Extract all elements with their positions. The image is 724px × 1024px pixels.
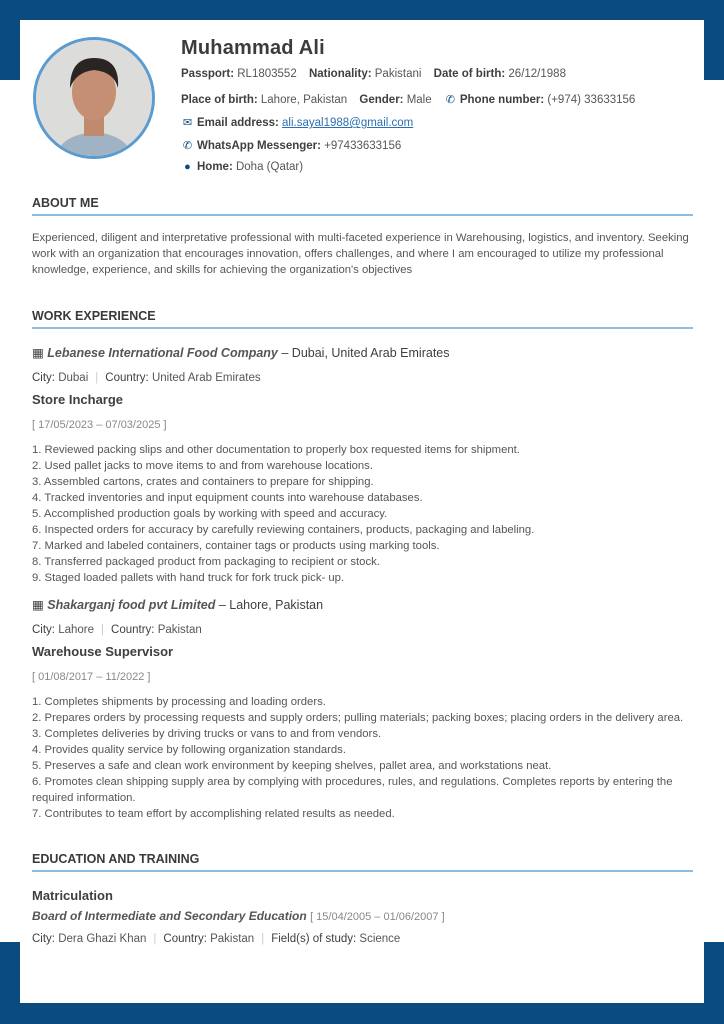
duty-item: 2. Used pallet jacks to move items to and from warehouse locations. <box>32 460 373 472</box>
city-label: City: <box>32 372 55 384</box>
whatsapp-icon: ✆ <box>182 140 193 152</box>
phone-icon: ✆ <box>445 94 455 106</box>
duty-item: 8. Transferred packaged product from packaging to recipient or stock. <box>32 556 380 568</box>
city-value: Dubai <box>58 372 89 384</box>
education-title: Matriculation <box>32 888 113 903</box>
personal-row-1 <box>181 68 566 80</box>
education-meta: City: Dera Ghazi Khan | Country: Pakistan | Field(s) of study: Science <box>32 933 401 945</box>
duty-item: 1. Reviewed packing slips and other documentation to properly box requested items for shipment. <box>32 444 520 456</box>
duty-item: 4. Tracked inventories and input equipment counts into warehouse databases. <box>32 492 423 504</box>
pob-value: Lahore, Pakistan <box>260 94 348 106</box>
city-label: City: <box>32 933 55 945</box>
about-text: Experienced, diligent and interpretative professional with multi-faceted experience in Warehousing, logistics, and inventory. Seeking work with an organization that encourages innovation, offers challenges, and where I am encouraged to utilize my professional knowledge, experience, and skills for achieving the organization's objectives <box>32 232 689 276</box>
email-link[interactable]: ali.sayal1988@gmail.com <box>282 117 414 129</box>
whatsapp-label: WhatsApp Messenger: <box>197 140 321 152</box>
duty-item: 9. Staged loaded pallets with hand truck for fork truck pick- up. <box>32 572 345 584</box>
job-2-dates: [ 01/08/2017 – 11/2022 ] <box>32 671 151 683</box>
whatsapp-row <box>181 139 401 152</box>
company-name: Shakarganj food pvt Limited <box>47 598 216 612</box>
email-label: Email address: <box>197 117 279 129</box>
duty-item: 7. Marked and labeled containers, container tags or products using marking tools. <box>32 540 440 552</box>
country-label: Country: <box>105 372 149 384</box>
duty-item: 3. Completes deliveries by driving trucks or vans to and from vendors. <box>32 728 382 740</box>
passport-value: RL1803552 <box>237 68 297 80</box>
job-1-dates: [ 17/05/2023 – 07/03/2025 ] <box>32 419 167 431</box>
country-value: Pakistan <box>157 624 202 636</box>
profile-photo <box>33 37 155 159</box>
duty-item: 7. Contributes to team effort by accomplishing related results as needed. <box>32 808 395 820</box>
gender-label: Gender: <box>359 94 404 106</box>
duty-item: 5. Accomplished production goals by working with speed and accuracy. <box>32 508 388 520</box>
job-2-company <box>32 597 323 612</box>
company-location: – Dubai, United Arab Emirates <box>277 346 450 360</box>
duty-item: 6. Promotes clean shipping supply area by complying with procedures, rules, and regulations. Completes reports by entering the required information. <box>32 776 673 804</box>
dob-label: Date of birth: <box>433 68 506 80</box>
email-row <box>181 116 413 129</box>
education-heading: EDUCATION AND TRAINING <box>32 852 693 872</box>
duty-item: 4. Provides quality service by following organization standards. <box>32 744 346 756</box>
country-value: United Arab Emirates <box>151 372 261 384</box>
city-value: Dera Ghazi Khan <box>58 933 147 945</box>
field-value: Science <box>359 933 401 945</box>
country-value: Pakistan <box>210 933 255 945</box>
about-heading: ABOUT ME <box>32 196 693 216</box>
nationality-value: Pakistani <box>374 68 422 80</box>
education-institution-row <box>32 909 445 923</box>
job-2-duties <box>32 694 694 822</box>
job-2-meta: City: Lahore | Country: Pakistan <box>32 624 202 636</box>
education-dates: [ 15/04/2005 – 01/06/2007 ] <box>310 911 445 923</box>
nationality-label: Nationality: <box>308 68 372 80</box>
gender-value: Male <box>406 94 432 106</box>
city-label: City: <box>32 624 55 636</box>
job-2-title: Warehouse Supervisor <box>32 644 174 659</box>
envelope-icon: ✉ <box>182 117 193 129</box>
pob-label: Place of birth: <box>181 94 258 106</box>
duty-item: 3. Assembled cartons, crates and containers to prepare for shipping. <box>32 476 374 488</box>
whatsapp-value: +97433633156 <box>324 140 402 152</box>
duty-item: 1. Completes shipments by processing and loading orders. <box>32 696 326 708</box>
phone-value: (+974) 33633156 <box>547 94 636 106</box>
job-1-company <box>32 345 450 360</box>
country-label: Country: <box>163 933 207 945</box>
passport-label: Passport: <box>181 68 235 80</box>
building-icon: ▦ <box>32 598 48 612</box>
company-name: Lebanese International Food Company <box>47 346 278 360</box>
company-location: – Lahore, Pakistan <box>215 598 324 612</box>
job-1-title: Store Incharge <box>32 392 124 407</box>
candidate-name: Muhammad Ali <box>181 37 325 59</box>
building-icon: ▦ <box>32 346 48 360</box>
personal-row-2 <box>181 93 635 106</box>
duty-item: 6. Inspected orders for accuracy by carefully reviewing containers, products, packaging and labeling. <box>32 524 535 536</box>
duty-item: 2. Prepares orders by processing requests and supply orders; pulling materials; packing boxes; placing orders in the delivery area. <box>32 712 684 724</box>
city-value: Lahore <box>58 624 95 636</box>
field-label: Field(s) of study: <box>271 933 357 945</box>
location-pin-icon: ● <box>184 161 191 173</box>
phone-label: Phone number: <box>459 94 545 106</box>
work-heading: WORK EXPERIENCE <box>32 309 693 329</box>
country-label: Country: <box>111 624 155 636</box>
duty-item: 5. Preserves a safe and clean work environment by keeping shelves, pallet area, and workstations neat. <box>32 760 552 772</box>
job-1-duties <box>32 442 694 586</box>
home-label: Home: <box>197 161 233 173</box>
job-1-meta: City: Dubai | Country: United Arab Emirates <box>32 372 261 384</box>
home-value: Doha (Qatar) <box>235 161 304 173</box>
institution-name: Board of Intermediate and Secondary Education <box>32 909 307 923</box>
home-row <box>181 161 303 173</box>
dob-value: 26/12/1988 <box>508 68 566 80</box>
